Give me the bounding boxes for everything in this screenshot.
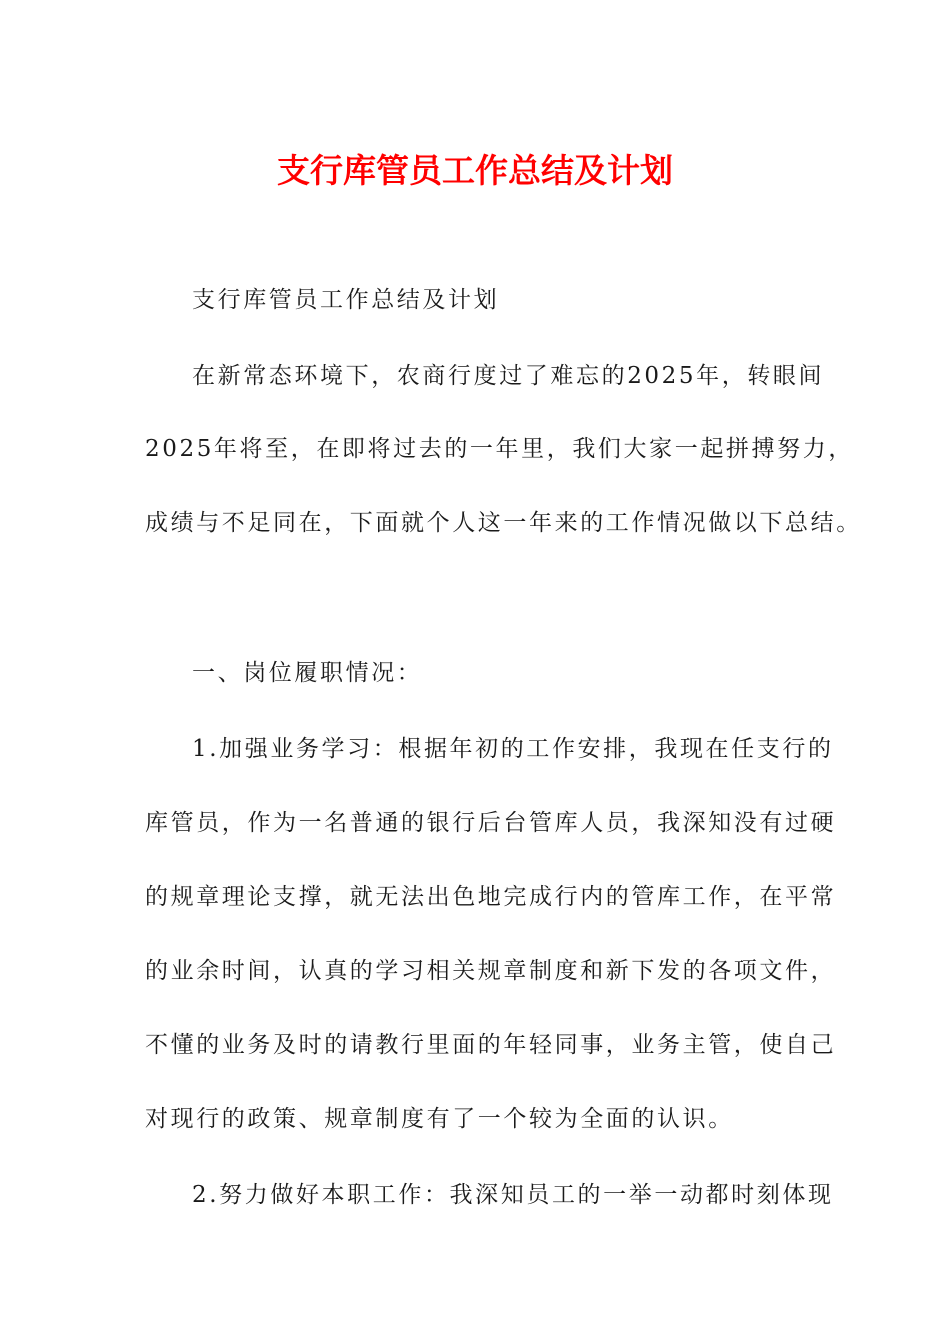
section-heading: 一、岗位履职情况： <box>192 660 423 686</box>
paragraph-line: 不懂的业务及时的请教行里面的年轻同事，业务主管，使自己 <box>145 1032 837 1058</box>
paragraph-line: 2025年将至，在即将过去的一年里，我们大家一起拼搏努力， <box>145 436 854 462</box>
paragraph-line: 1.加强业务学习：根据年初的工作安排，我现在任支行的 <box>192 736 834 762</box>
document-title: 支行库管员工作总结及计划 <box>277 151 673 190</box>
paragraph-line: 在新常态环境下，农商行度过了难忘的2025年，转眼间 <box>192 363 825 389</box>
subtitle-line: 支行库管员工作总结及计划 <box>192 287 500 313</box>
paragraph-line: 的规章理论支撑，就无法出色地完成行内的管库工作，在平常 <box>145 884 837 910</box>
paragraph-line: 2.努力做好本职工作：我深知员工的一举一动都时刻体现 <box>192 1182 834 1208</box>
paragraph-line: 的业余时间，认真的学习相关规章制度和新下发的各项文件， <box>145 958 837 984</box>
paragraph-line: 成绩与不足同在，下面就个人这一年来的工作情况做以下总结。 <box>145 510 862 536</box>
paragraph-line: 库管员，作为一名普通的银行后台管库人员，我深知没有过硬 <box>145 810 837 836</box>
paragraph-line: 对现行的政策、规章制度有了一个较为全面的认识。 <box>145 1106 734 1132</box>
